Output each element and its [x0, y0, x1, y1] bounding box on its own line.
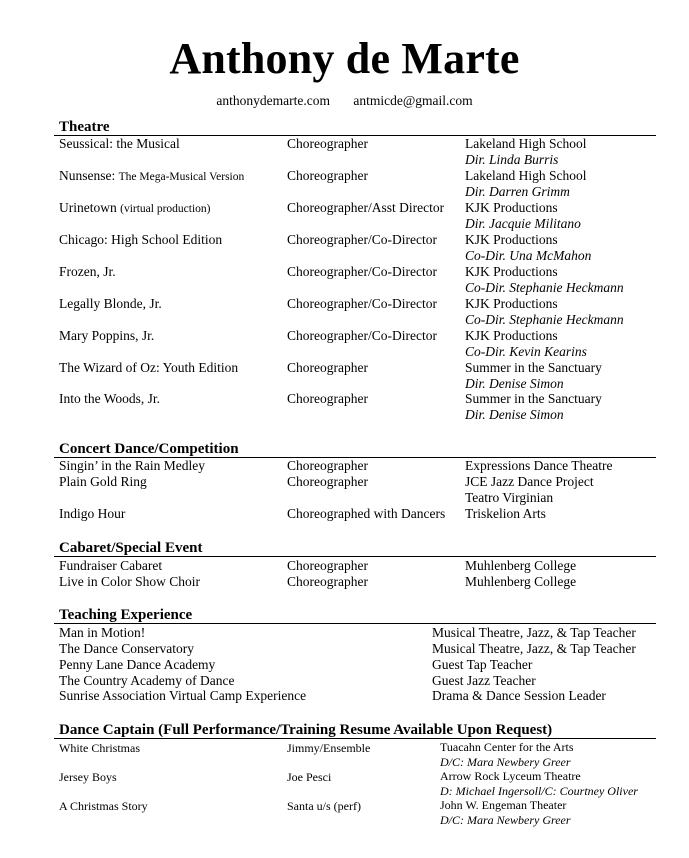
role: Choreographer: [287, 136, 368, 151]
school: The Country Academy of Dance: [59, 673, 235, 688]
school: Man in Motion!: [59, 625, 146, 640]
section-title-theatre: Theatre: [59, 119, 110, 135]
venue: Lakeland High School Dir. Darren Grimm: [465, 168, 587, 199]
event-title: Fundraiser Cabaret: [59, 558, 163, 573]
role: Choreographer: [287, 474, 368, 489]
show-title: Frozen, Jr.: [59, 264, 116, 279]
show-title: Urinetown (virtual production): [59, 200, 211, 215]
venue: KJK Productions Dir. Jacquie Militano: [465, 200, 581, 231]
section-title-teaching: Teaching Experience: [59, 607, 193, 623]
show-title: Mary Poppins, Jr.: [59, 328, 155, 343]
show-title: Chicago: High School Edition: [59, 232, 223, 247]
venue: Lakeland High School Dir. Linda Burris: [465, 136, 587, 167]
role: Choreographer: [287, 391, 368, 406]
role: Choreographer: [287, 574, 368, 589]
resume-name: Anthony de Marte: [169, 34, 520, 83]
venue: Summer in the Sanctuary Dir. Denise Simon: [465, 391, 602, 422]
director: Co-Dir. Stephanie Heckmann: [465, 280, 624, 295]
show-title: Jersey Boys: [59, 770, 117, 784]
email-link[interactable]: antmicde@gmail.com: [353, 93, 473, 108]
section-title-concert: Concert Dance/Competition: [59, 441, 239, 457]
show-title: Into the Woods, Jr.: [59, 391, 161, 406]
role: Choreographer/Co-Director: [287, 232, 437, 247]
show-title: The Wizard of Oz: Youth Edition: [59, 360, 239, 375]
company: Expressions Dance Theatre: [465, 458, 613, 473]
role: Choreographer/Co-Director: [287, 328, 437, 343]
role: Joe Pesci: [287, 770, 332, 784]
role: Choreographer: [287, 558, 368, 573]
venue: KJK Productions Co-Dir. Kevin Kearins: [465, 328, 587, 359]
section-title-cabaret: Cabaret/Special Event: [59, 540, 203, 556]
venue: KJK Productions Co-Dir. Stephanie Heckmann: [465, 264, 624, 295]
show-title: White Christmas: [59, 741, 140, 755]
venue: KJK Productions Co-Dir. Una McMahon: [465, 232, 592, 263]
school: Sunrise Association Virtual Camp Experience: [59, 688, 307, 703]
credit: D: Michael Ingersoll/C: Courtney Oliver: [440, 784, 638, 798]
show-title: Nunsense: The Mega-Musical Version: [59, 168, 245, 183]
director: Dir. Linda Burris: [465, 152, 559, 167]
work-title: Plain Gold Ring: [59, 474, 147, 489]
role: Santa u/s (perf): [287, 799, 361, 813]
venue: Muhlenberg College: [465, 574, 577, 589]
position: Guest Jazz Teacher: [432, 673, 536, 688]
credit: D/C: Mara Newbery Greer: [440, 755, 571, 769]
school: Penny Lane Dance Academy: [59, 657, 216, 672]
role: Choreographer: [287, 360, 368, 375]
show-title: A Christmas Story: [59, 799, 148, 813]
section-divider: [54, 556, 656, 557]
section-divider: [54, 738, 656, 739]
role: Choreographed with Dancers: [287, 506, 446, 521]
section-divider: [54, 623, 656, 624]
venue: John W. Engeman Theater D/C: Mara Newbery Greer: [440, 798, 571, 827]
event-title: Live in Color Show Choir: [59, 574, 200, 589]
work-title: Singin’ in the Rain Medley: [59, 458, 205, 473]
role: Choreographer: [287, 458, 368, 473]
venue: Summer in the Sanctuary Dir. Denise Simon: [465, 360, 602, 391]
contact-line: [0, 93, 689, 109]
role: Choreographer: [287, 168, 368, 183]
director: Dir. Jacquie Militano: [465, 216, 581, 231]
venue: Arrow Rock Lyceum Theatre D: Michael Ingersoll/C: Courtney Oliver: [440, 769, 638, 798]
position: Guest Tap Teacher: [432, 657, 533, 672]
company: JCE Jazz Dance Project Teatro Virginian: [465, 474, 594, 505]
role: Jimmy/Ensemble: [287, 741, 371, 755]
section-title-dance-captain: Dance Captain (Full Performance/Training Resume Available Upon Request): [59, 722, 553, 738]
show-title: Legally Blonde, Jr.: [59, 296, 162, 311]
role: Choreographer/Co-Director: [287, 296, 437, 311]
work-title: Indigo Hour: [59, 506, 126, 521]
show-title: Seussical: the Musical: [59, 136, 180, 151]
position: Musical Theatre, Jazz, & Tap Teacher: [432, 625, 636, 640]
company: Triskelion Arts: [465, 506, 546, 521]
website-link[interactable]: anthonydemarte.com: [216, 93, 330, 108]
director: Dir. Darren Grimm: [465, 184, 570, 199]
role: Choreographer/Asst Director: [287, 200, 445, 215]
venue: KJK Productions Co-Dir. Stephanie Heckmann: [465, 296, 624, 327]
credit: D/C: Mara Newbery Greer: [440, 813, 571, 827]
role: Choreographer/Co-Director: [287, 264, 437, 279]
director: Dir. Denise Simon: [465, 376, 564, 391]
position: Musical Theatre, Jazz, & Tap Teacher: [432, 641, 636, 656]
director: Co-Dir. Stephanie Heckmann: [465, 312, 624, 327]
director: Co-Dir. Una McMahon: [465, 248, 592, 263]
venue: Tuacahn Center for the Arts D/C: Mara Newbery Greer: [440, 740, 574, 769]
school: The Dance Conservatory: [59, 641, 194, 656]
director: Co-Dir. Kevin Kearins: [465, 344, 587, 359]
venue: Muhlenberg College: [465, 558, 577, 573]
director: Dir. Denise Simon: [465, 407, 564, 422]
position: Drama & Dance Session Leader: [432, 688, 606, 703]
